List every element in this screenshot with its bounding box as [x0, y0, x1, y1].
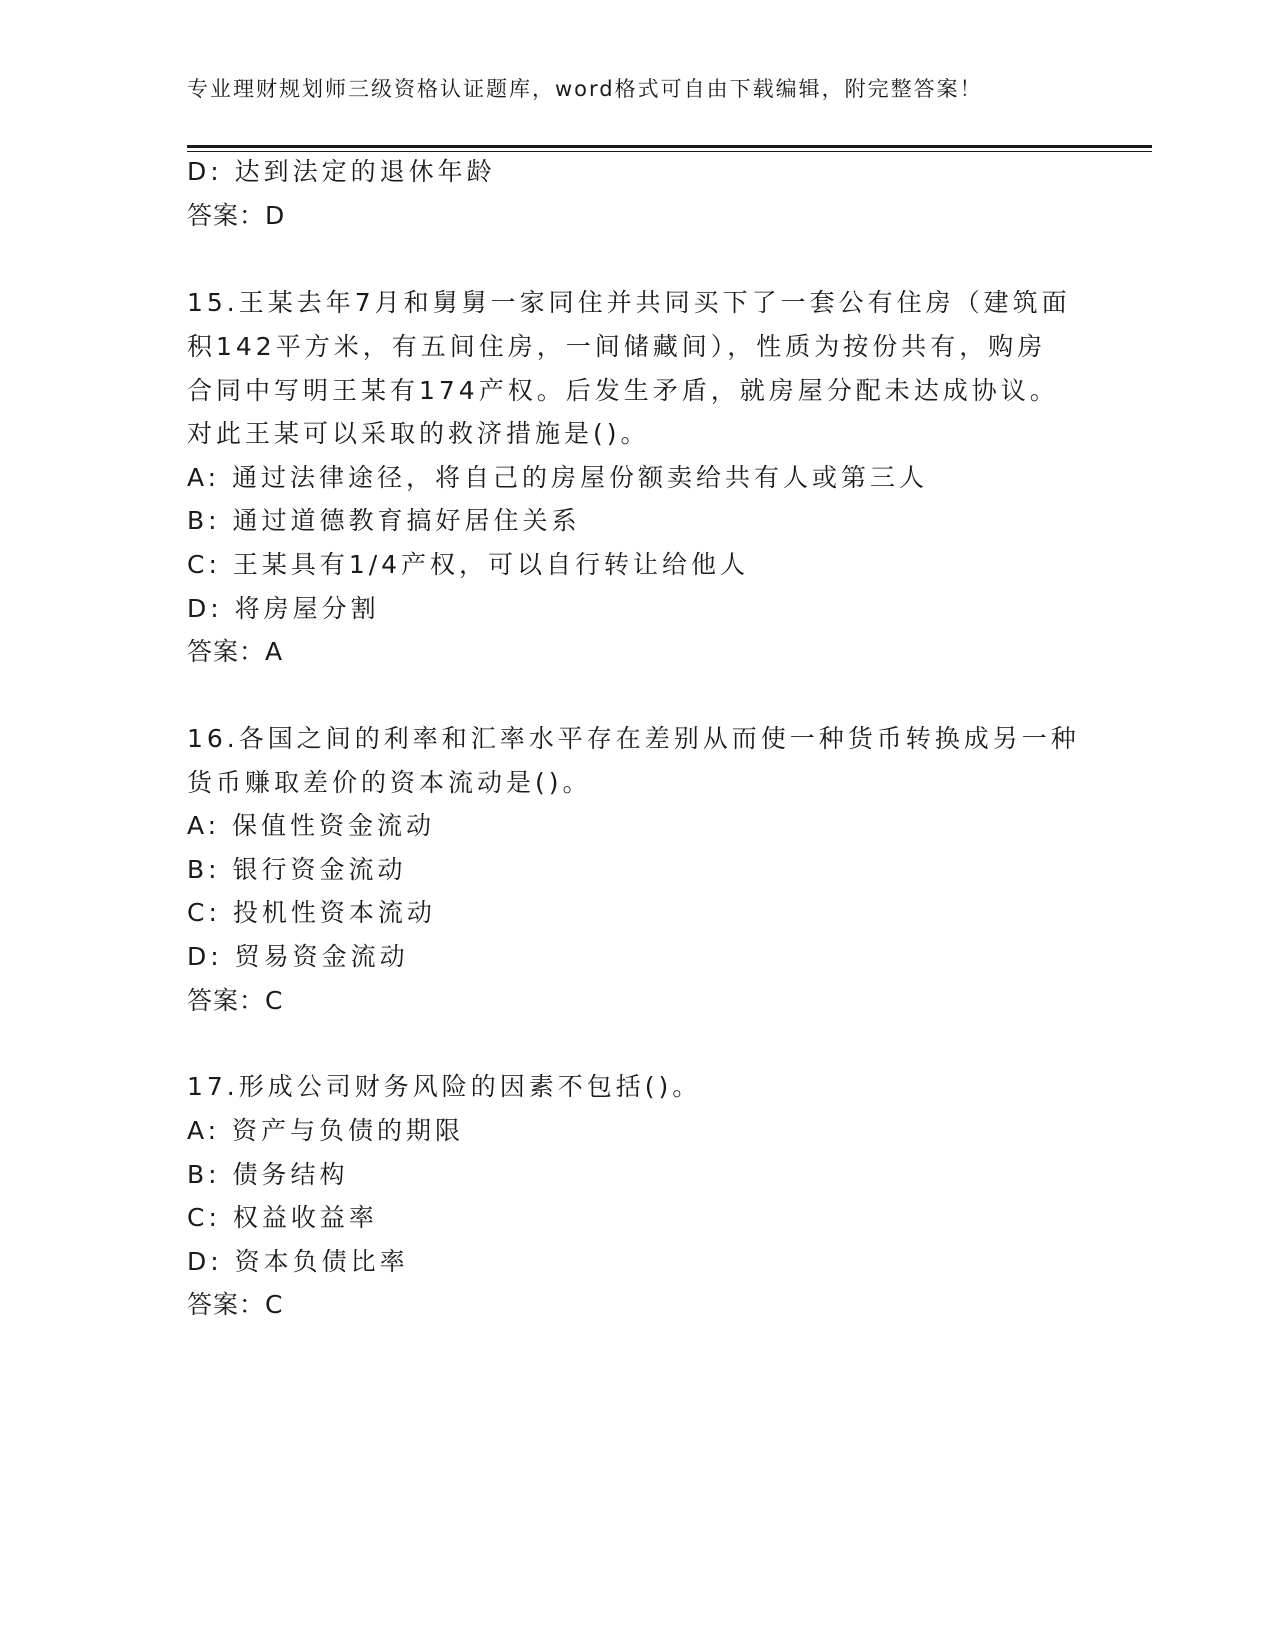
- q17-stem-line-1: 17.形成公司财务风险的因素不包括()。: [187, 1072, 702, 1101]
- q16-option-a: A: 保值性资金流动: [187, 811, 436, 840]
- prev-option-d: D: 达到法定的退休年龄: [187, 157, 496, 186]
- q15-option-a: A: 通过法律途径，将自己的房屋份额卖给共有人或第三人: [187, 463, 929, 492]
- q15-option-b: B: 通过道德教育搞好居住关系: [187, 506, 581, 535]
- header-rule-thin: [187, 151, 1152, 152]
- q16-stem-line-1: 16.各国之间的利率和汇率水平存在差别从而使一种货币转换成另一种: [187, 724, 1080, 753]
- q15-option-d: D: 将房屋分割: [187, 594, 380, 623]
- q17-option-a: A: 资产与负债的期限: [187, 1116, 465, 1145]
- q17-option-d: D: 资本负债比率: [187, 1247, 409, 1276]
- q16-option-c: C: 投机性资本流动: [187, 898, 436, 927]
- q17-answer: 答案：C: [187, 1290, 284, 1319]
- q15-option-c: C: 王某具有1/4产权，可以自行转让给他人: [187, 550, 750, 579]
- q17-option-c: C: 权益收益率: [187, 1203, 378, 1232]
- header-rule-thick: [187, 145, 1152, 148]
- q16-option-d: D: 贸易资金流动: [187, 942, 409, 971]
- q16-stem-line-2: 货币赚取差价的资本流动是()。: [187, 768, 592, 797]
- q15-answer: 答案：A: [187, 637, 284, 666]
- prev-answer: 答案：D: [187, 201, 286, 230]
- q15-stem-line-4: 对此王某可以采取的救济措施是()。: [187, 419, 650, 448]
- q15-stem-line-2: 积142平方米，有五间住房，一间储藏间），性质为按份共有，购房: [187, 332, 1047, 361]
- page-header: 专业理财规划师三级资格认证题库，word格式可自由下载编辑，附完整答案！: [187, 77, 983, 101]
- q16-option-b: B: 银行资金流动: [187, 855, 407, 884]
- q16-answer: 答案：C: [187, 986, 284, 1015]
- q17-option-b: B: 债务结构: [187, 1160, 349, 1189]
- q15-stem-line-3: 合同中写明王某有174产权。后发生矛盾，就房屋分配未达成协议。: [187, 376, 1059, 405]
- q15-stem-line-1: 15.王某去年7月和舅舅一家同住并共同买下了一套公有住房（建筑面: [187, 288, 1071, 317]
